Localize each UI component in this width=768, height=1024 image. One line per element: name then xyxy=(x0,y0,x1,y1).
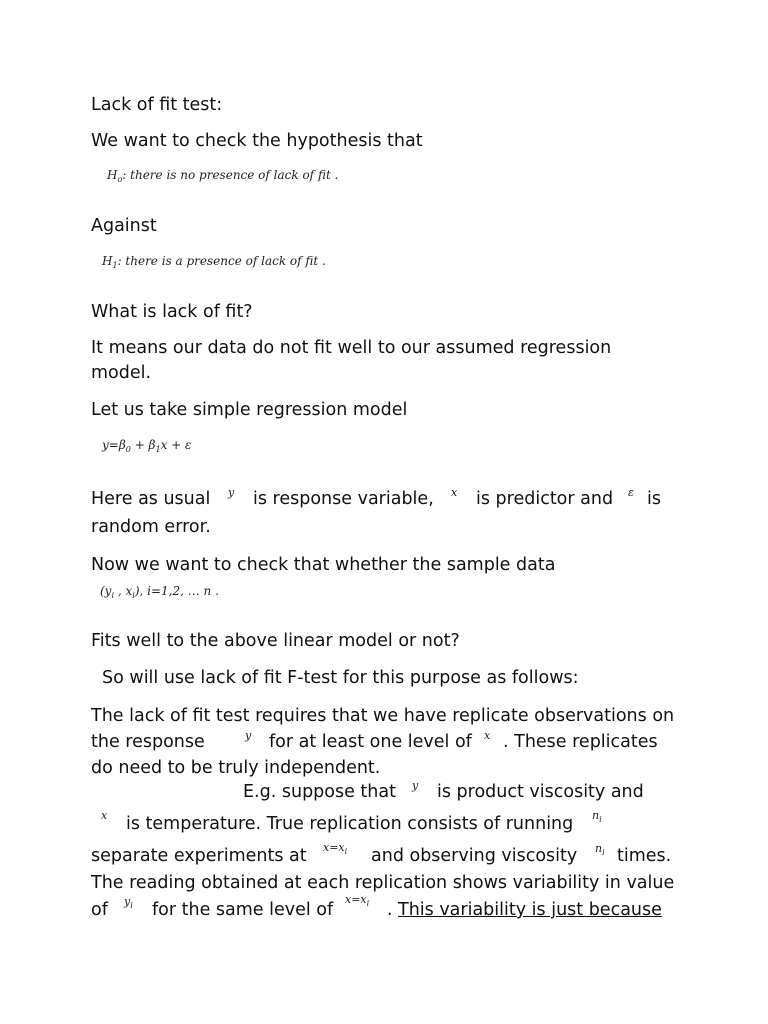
paragraph: separate experiments at xyxy=(91,846,307,866)
alternative-hypothesis-equation: $H_1$: there is a presence of lack of fit . xyxy=(102,254,326,270)
paragraph: the response xyxy=(91,732,205,752)
paragraph: What is lack of fit? xyxy=(91,302,253,322)
math-var-x: x xyxy=(101,809,108,822)
math-x-equals-xi: $x=x_i$ xyxy=(323,841,348,856)
paragraph: . These replicates xyxy=(503,732,658,752)
paragraph: Here as usual xyxy=(91,489,211,509)
paragraph: So will use lack of fit F-test for this purpose as follows: xyxy=(102,668,579,688)
math-var-y-i: $y_i$ xyxy=(124,895,133,910)
paragraph: is temperature. True replication consists of running xyxy=(126,814,574,834)
math-var-x: x xyxy=(451,486,458,499)
paragraph: of xyxy=(91,900,108,920)
paragraph: do need to be truly independent. xyxy=(91,758,381,778)
underlined-text: This variability is just because xyxy=(398,900,662,920)
math-var-y: y xyxy=(412,779,419,792)
paragraph: for the same level of xyxy=(152,900,334,920)
paragraph: It means our data do not fit well to our assumed regression xyxy=(91,338,612,358)
null-hypothesis-equation: $H_o$: there is no presence of lack of fit . xyxy=(107,168,339,184)
math-var-y: y xyxy=(245,729,252,742)
math-var-epsilon: ε xyxy=(628,486,634,499)
paragraph: We want to check the hypothesis that xyxy=(91,131,423,151)
paragraph: Now we want to check that whether the sample data xyxy=(91,555,556,575)
paragraph: E.g. suppose that xyxy=(243,782,396,802)
math-var-x: x xyxy=(484,729,491,742)
math-var-n-i: $n_i$ xyxy=(595,842,605,857)
paragraph: is predictor and xyxy=(476,489,614,509)
regression-model-equation: $y=\beta_0 + \beta_1x + \varepsilon$ xyxy=(102,438,192,454)
paragraph: The lack of fit test requires that we have replicate observations on xyxy=(91,706,675,726)
paragraph: times. xyxy=(617,846,672,866)
paragraph: for at least one level of xyxy=(269,732,472,752)
paragraph: random error. xyxy=(91,517,211,537)
paragraph: Fits well to the above linear model or not? xyxy=(91,631,460,651)
paragraph: and observing viscosity xyxy=(371,846,578,866)
paragraph: The reading obtained at each replication shows variability in value xyxy=(91,873,675,893)
paragraph: is product viscosity and xyxy=(437,782,644,802)
section-heading: Lack of fit test: xyxy=(91,95,223,115)
paragraph: . xyxy=(387,900,393,920)
paragraph: is response variable, xyxy=(253,489,434,509)
math-x-equals-xi: $x=x_i$ xyxy=(345,893,370,908)
paragraph: model. xyxy=(91,363,152,383)
paragraph: Against xyxy=(91,216,157,236)
paragraph: is xyxy=(647,489,661,509)
sample-data-equation: ($y_i$ , $x_i$), i=1,2, … n . xyxy=(100,584,219,600)
paragraph: Let us take simple regression model xyxy=(91,400,408,420)
math-var-y: y xyxy=(228,486,235,499)
math-var-n-i: $n_i$ xyxy=(592,809,602,824)
